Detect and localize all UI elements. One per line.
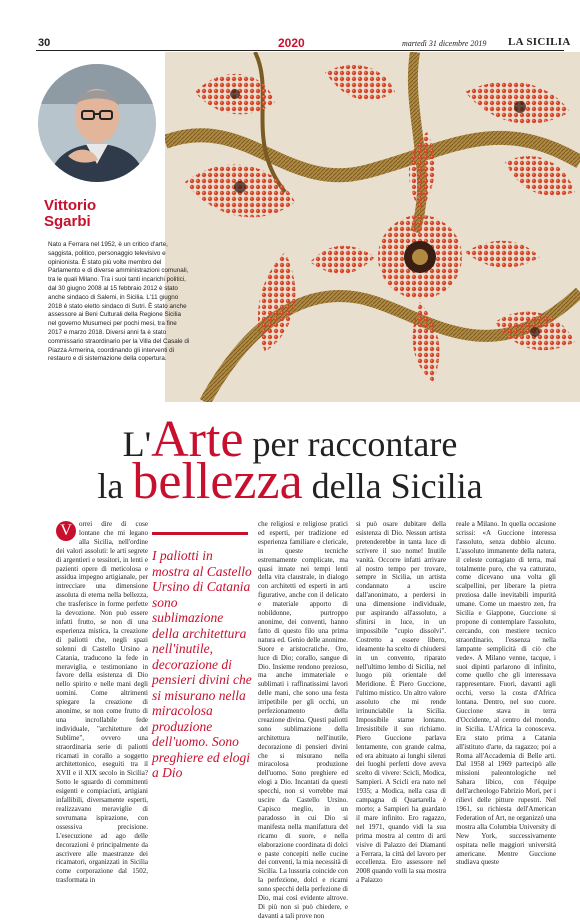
pull-quote: I paliotti in mostra al Castello Ursino di Catania sono sublimazione della architettura nell'inutile, decorazione di pensieri divini che si misurano nella miracolosa produzione dell'uomo. Sono preghiere ed elogi a Dio [152,548,252,780]
author-name [44,198,96,230]
article-text-1: orrei dire di cose lontane che mi legano alla Sicilia, nell'ordine dei valori assoluti: le arti segrete di argentieri e tessitori, in lenti e pazienti opere di meticolosa e assidua impegno artigianale, per intrecciare una dimensione assoluta di eterna nella bellezza, che trasferisce in forme perfette la devozione. Non può essere infatti frutto, se non di una esperienza mistica, la creazione di paliotti che, negli spazi solenni di Castello Ursino a Catania, traducono la fede in meraviglia, e testimoniano in favore della esistenza di Dio nello spirito e nelle mani degli uomini. Come altrimenti spiegare la creazione di anonime, se non come frutto di una incrollabile fede individuale, "architetture del Sublime", ovvero una straordinaria serie di paliotti ricamati in corallo a soggetto architettonico, eseguiti tra il XVII e il XIX secolo in Sicilia? Sotto le sguardo di committenti esigenti e compiaciuti, artigiani infallibili, diversamente esperti, realizzavano meraviglie di sovrumana ispirazione, con ossessiva precisione. L'esecuzione ad ago delle decorazioni è principalmente da ascrivere alle maestranze dei ricamatori, organizzati in Sicilia come corporazione dal 1502, trasformata in [56,520,148,885]
headline-rest-2: della Sicilia [302,466,483,506]
hero-image-coral-embroidery [165,52,580,402]
page-number: 30 [38,37,51,49]
issue-date: martedì 31 dicembre 2019 [402,39,487,48]
article-column-1 [56,520,148,885]
newspaper-name: LA SICILIA [508,36,571,48]
headline-rest-1: per raccontare [243,424,458,464]
headline-highlight-bellezza: bellezza [132,453,303,510]
drop-cap: V [56,521,76,541]
article-column-5: reale a Milano. In quella occasione scrissi: «A Guccione interessa l'assoluto, senza dubbio alcuno. L'assoluto immanente della natura, il celeste contagiato di terra, mai totalmente puro, che va catturato, come dicevano una volta gli scalpellini, per liberare la pietra preziosa dalle inevitabili impurità umane. Come un maestro zen, fra Sicilia e Giappone, Guccione si propone di contemplare l'assoluto, cercando, con mestiere tecnico straordinario, l'essenza nella lampante semplicità di ciò che vede». A Milano venne, tacque, i suoi dipinti parlarono di infinito, come quello che gli interessava rappresentare. Fuori, davanti agli occhi, verso la costa d'Africa lontana. Dentro, nel suo cuore. Guccione stava in terra d'Occidente, al centro del mondo, in Sicilia. L'Africa la conosceva. Era stato prima a Catania all'istituto d'arte, da ragazzo; poi a Roma all'Accademia di Belle arti. Dal 1958 al 1969 partecipò alle missioni paleontologiche nel Sahara libico, con l'équipe dell'archeologo Fabrizio Mori, per i rilievi delle pitture rupestri. Nel 1961, su richiesta dell'American Federation of Art, ne organizzò una mostra alla Columbia University di New York, successivamente ospitata nelle maggiori università americane. Mentre Guccione studiava queste [456,520,556,867]
header-rule [36,50,564,51]
author-photo [38,64,156,182]
headline-prefix-2: la [97,466,133,506]
article-column-3: che religiosi e religiose pratici ed esperti, per tradizione ed esperienza familiare e clericale, in queste tecniche estremamente complicate, ma quasi innate nei tempi lenti della vita claustrale, in dialogo con architetti ed esperti in arti figurative, anche con il delicato e materiale apporto di nobildonne, purtroppo anonime, dei conventi, hanno fatto di questo filo una prima natura ed. Genio delle anonime. Suore e aristocratiche. Oro, luce di Dio; corallo, sangue di Dio. Insieme rendono prezioso, ma anche immateriale e sublimati i raffinatissimi lavori delle mani, che sono una festa irripetibile per gli occhi, un perfezionamento della creazione divina. Questi paliotti sono sublimazione della architettura nell'inutile, decorazione di pensieri divini che si misurano nella miracolosa produzione dell'uomo. Sono preghiere ed elogi a Dio. Incantati da questi specchi, non si vorrebbe mai uscire da Castello Ursino. Capisco meglio, in un paradosso in cui Dio si manifesta nella manifattura del ricamo di suore, e nella elaborazione coordinata di dolci e paste concepiti nelle cucine dei conventi, la mia necessità di Sicilia. La lussuria coincide con la perfezione, dolci e ricami sono specchi della perfezione di Dio, mai così evidente altrove. Di più non si può chiedere, e davanti a tali prove non [258,520,348,920]
pull-quote-rule [152,532,248,535]
article-column-4: si può osare dubitare della esistenza di Dio. Nessun artista pretenderebbe in tanta luce di scrivere il suo nome! Inutile vanità. Occorre infatti arrivare al nostro tempo per trovare, sempre in Sicilia, un artista condannato a uscire dall'anonimato, a perdersi in una dimensione individuale, pur aspirando all'assoluto, a sfinirsi in luce, in un impossibile "cupio dissolvi". Costretto a essere libero, ideamente ha scelto di chiudersi in un convento, riparato nell'ultimo lembo di Sicilia, nel luogo più orientale del Meridione. È Piero Guccione, l'ultimo mistico. Un altro valore assoluto che mi rende irrinunciabile la Sicilia. Impossibile starne lontano. Irresistibile il suo richiamo. Piero Guccione parlava lentamente, con grande calma, ed era abituato ai lunghi silenzi dei luoghi perfetti dove aveva scelto di vivere: Scicli, Modica, Sampieri. A Scicli era nato nel 1935; a Modica, nella casa di campagna di Quartarella è morto; a Sampieri ha guardato il mare infinito. Ero ragazzo, nel 1971, quando vidi la sua prima mostra al centro di arti visive di Palazzo dei Diamanti a Ferrara, la città del lavoro per eccellenza. Ero assessore nel 2008 quando volli la sua mostra a Palazzo [356,520,446,885]
section-year: 2020 [278,36,305,50]
author-last-name: Sgarbi [44,213,91,230]
headline-prefix-1: L' [122,424,152,464]
headline-highlight-arte: Arte [151,411,244,468]
author-first-name: Vittorio [44,197,97,214]
author-bio: Nato a Ferrara nel 1952, è un critico d'arte, saggista, politico, personaggio televisivo e opinionista. È stato più volte membro del Parlamento e di diverse amministrazioni comunali, tra le quali Milano. Tra i suoi tanti incarichi politici, dal 30 giugno 2008 al 15 febbraio 2012 è stato anche sindaco di Salemi, in Sicilia. L'11 giugno 2018 è stato eletto sindaco di Sutri. È stato anche assessore ai Beni Culturali della Regione Sicilia nel governo Musumeci per pochi mesi, tra fine 2017 e marzo 2018. Diversi anni fa è stato commissario straordinario per la Villa del Casale di Piazza Armerina, coordinando gli interventi di restauro e di sistemazione della copertura. [48,241,190,363]
headline-line-2 [0,452,580,511]
